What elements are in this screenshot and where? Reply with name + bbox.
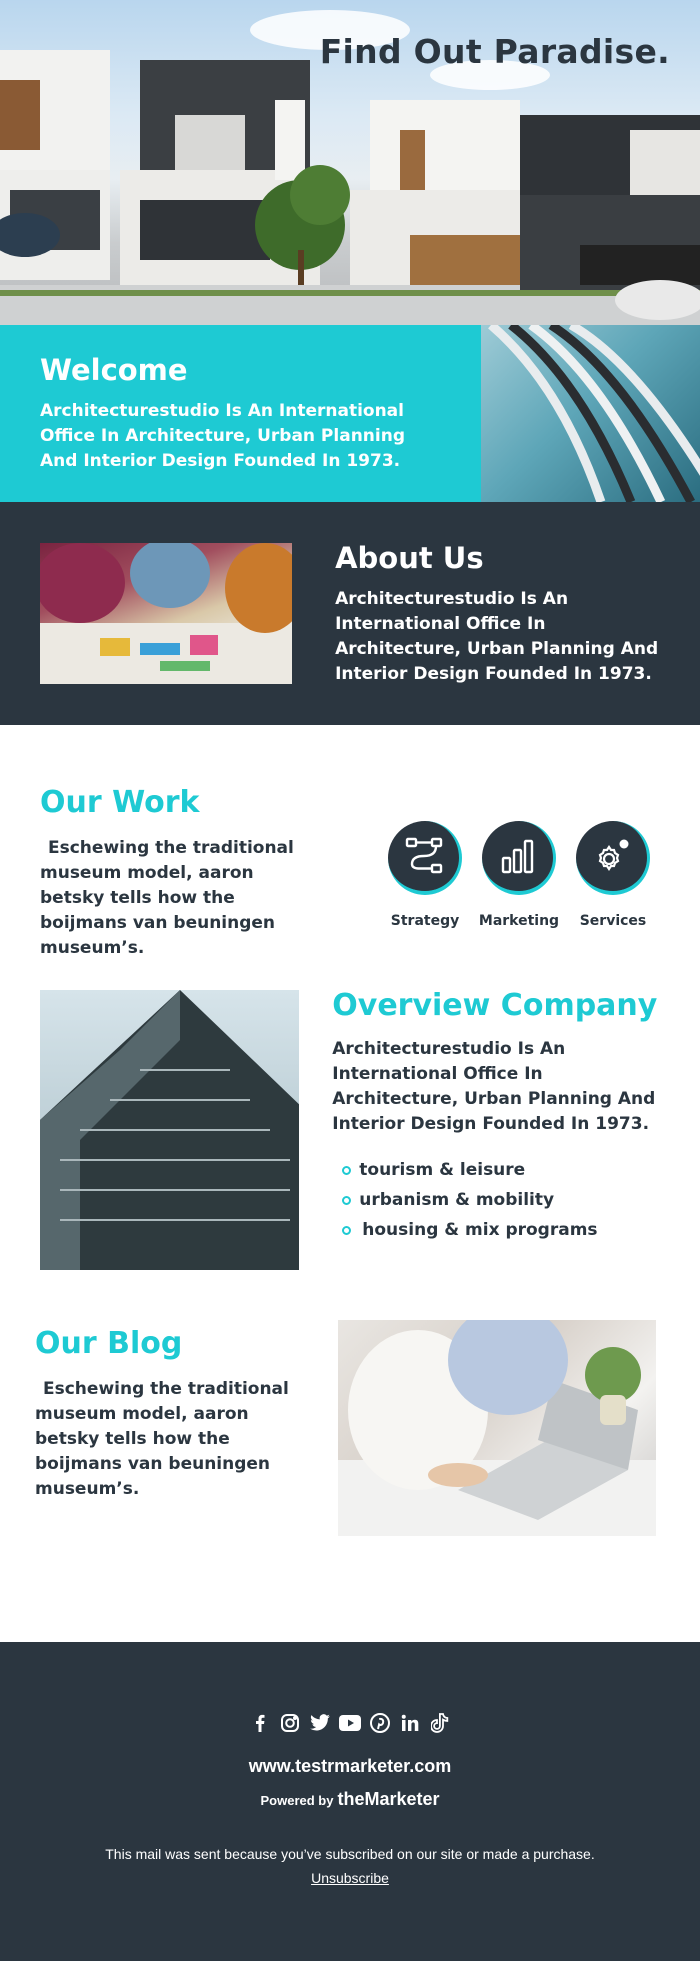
laptop-desk-graphic xyxy=(338,1320,656,1536)
linkedin-icon[interactable] xyxy=(399,1712,421,1734)
youtube-icon[interactable] xyxy=(339,1712,361,1734)
welcome-panel xyxy=(0,325,481,502)
tower-graphic xyxy=(40,990,299,1270)
blog-section xyxy=(0,1320,700,1642)
work-text: Eschewing the traditional museum model, aaron betsky tells how the boijmans van beuningen museum’s. xyxy=(40,838,294,958)
bar-chart-icon xyxy=(482,821,556,895)
powered-by-label: Powered by xyxy=(260,1793,334,1808)
overview-list xyxy=(332,1161,660,1239)
about-team-image xyxy=(40,543,292,684)
work-item-marketing[interactable] xyxy=(472,821,566,990)
welcome-building-image xyxy=(481,325,700,502)
blog-title: Our Blog xyxy=(35,1326,183,1361)
work-item-label: Marketing xyxy=(478,913,560,929)
about-text-block xyxy=(335,541,660,687)
work-item-label: Strategy xyxy=(390,913,460,929)
hero-banner xyxy=(0,0,700,325)
overview-title: Overview Company xyxy=(332,988,658,1023)
work-item-label: Services xyxy=(579,913,647,929)
bullet-circle-icon xyxy=(342,1166,351,1175)
list-item: tourism & leisure xyxy=(332,1161,660,1179)
twitter-icon[interactable] xyxy=(309,1712,331,1734)
list-item: housing & mix programs xyxy=(332,1221,660,1239)
welcome-text: Architecturestudio Is An International Office In Architecture, Urban Planning And Interior Design Founded In 1973. xyxy=(40,401,405,471)
tiktok-icon[interactable] xyxy=(429,1712,451,1734)
bullet-circle-icon xyxy=(342,1226,351,1235)
bullet-circle-icon xyxy=(342,1196,351,1205)
blog-laptop-image xyxy=(338,1320,656,1536)
brand-logo-text[interactable]: theMarketer xyxy=(337,1789,440,1809)
work-title: Our Work xyxy=(40,785,200,820)
about-section xyxy=(0,502,700,725)
curved-facade-graphic xyxy=(481,325,700,502)
overview-text: Architecturestudio Is An International Office In Architecture, Urban Planning And Interior Design Founded In 1973. xyxy=(332,1039,656,1134)
overview-building-image xyxy=(40,990,299,1270)
pinterest-icon[interactable] xyxy=(369,1712,391,1734)
team-table-graphic xyxy=(40,543,292,684)
about-text: Architecturestudio Is An International Office In Architecture, Urban Planning And Interior Design Founded In 1973. xyxy=(335,588,659,684)
hero-title: Find Out Paradise. xyxy=(319,32,670,71)
social-links xyxy=(0,1712,700,1734)
list-item: urbanism & mobility xyxy=(332,1191,660,1209)
footer xyxy=(0,1642,700,1961)
instagram-icon[interactable] xyxy=(279,1712,301,1734)
overview-text-block xyxy=(332,990,660,1320)
powered-by xyxy=(0,1789,700,1810)
footer-url-link[interactable]: www.testrmarketer.com xyxy=(248,1756,452,1776)
work-section xyxy=(0,725,700,990)
work-item-services[interactable] xyxy=(566,821,660,990)
unsubscribe-link[interactable]: Unsubscribe xyxy=(311,1870,389,1886)
welcome-section xyxy=(0,325,700,502)
overview-section xyxy=(0,990,700,1320)
welcome-title: Welcome xyxy=(40,353,188,387)
blog-text-block xyxy=(35,1320,297,1642)
facebook-icon[interactable] xyxy=(249,1712,271,1734)
strategy-icon xyxy=(388,821,462,895)
subscription-note: This mail was sent because you’ve subscribed on our site or made a purchase. xyxy=(105,1846,595,1862)
about-title: About Us xyxy=(335,540,484,575)
work-text-block xyxy=(40,785,303,990)
work-icons-row xyxy=(378,821,660,990)
gear-icon xyxy=(576,821,650,895)
blog-text: Eschewing the traditional museum model, aaron betsky tells how the boijmans van beuningen museum’s. xyxy=(35,1379,289,1499)
work-item-strategy[interactable] xyxy=(378,821,472,990)
